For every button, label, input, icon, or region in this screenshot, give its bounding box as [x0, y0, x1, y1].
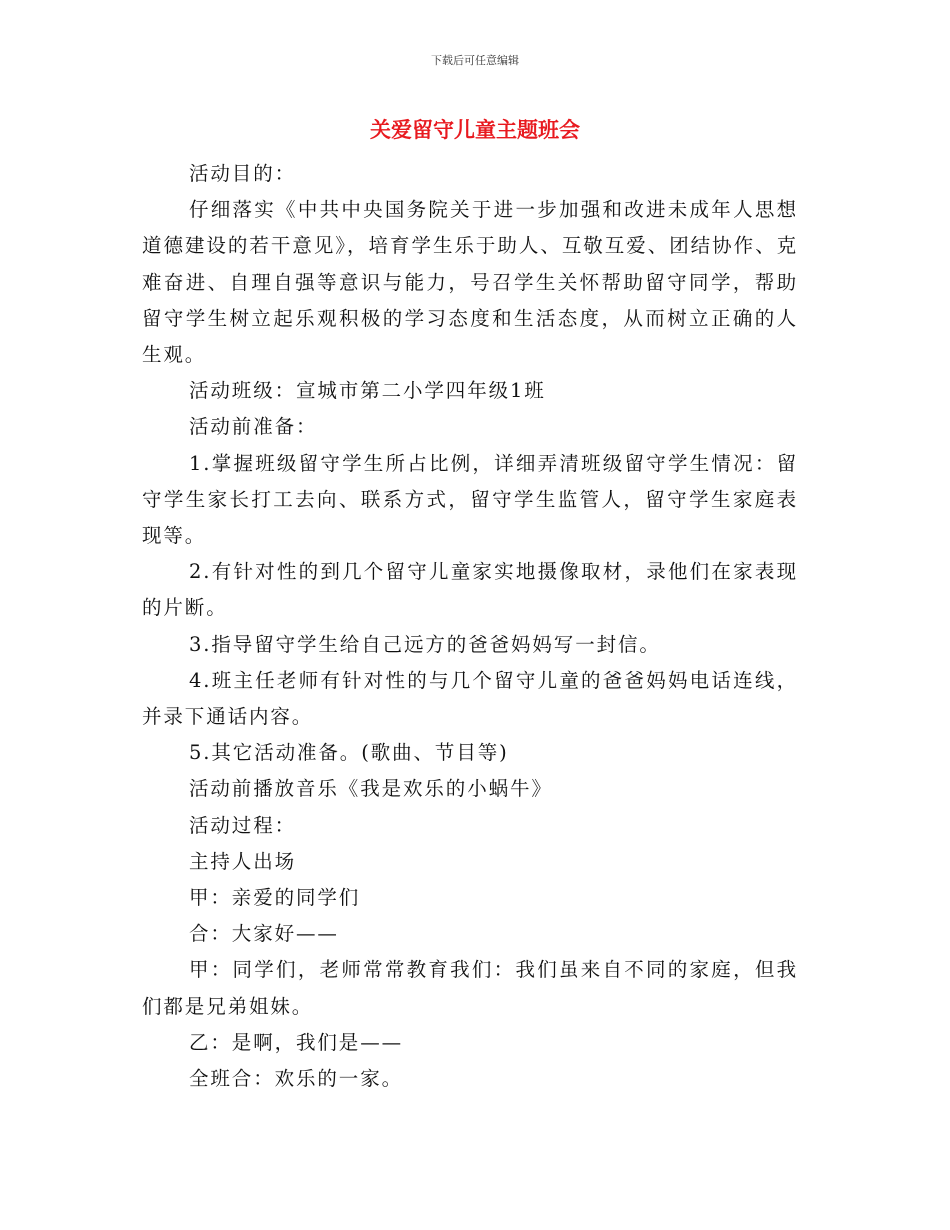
- paragraph-purpose-heading: 活动目的：: [189, 162, 297, 185]
- paragraph-preparation-heading: 活动前准备：: [189, 415, 318, 439]
- paragraph-dialogue-3: 甲：同学们，老师常常教育我们：我们虽来自不同的家庭，但我们都是兄弟姐妹。: [142, 958, 798, 1018]
- paragraph-host-enter: 主持人出场: [189, 849, 297, 873]
- paragraph-preparation-5: 5.其它活动准备。(歌曲、节目等): [189, 741, 509, 765]
- paragraph-dialogue-1: 甲：亲爱的同学们: [189, 886, 361, 910]
- document-body: [142, 156, 798, 1097]
- paragraph-preparation-3: 3.指导留守学生给自己远方的爸爸妈妈写一封信。: [189, 632, 661, 656]
- paragraph-dialogue-5: 全班合：欢乐的一家。: [189, 1067, 404, 1091]
- paragraph-preparation-4: 4.班主任老师有针对性的与几个留守儿童的爸爸妈妈电话连线，并录下通话内容。: [142, 668, 798, 729]
- paragraph-purpose-text: 仔细落实《中共中央国务院关于进一步加强和改进未成年人思想道德建设的若干意见》，培育学生乐于助人、互敬互爱、团结协作、克难奋进、自理自强等意识与能力，号召学生关怀帮助留守同学，帮助留守学生树立起乐观积极的学习态度和生活态度，从而树立正确的人生观。: [142, 198, 798, 367]
- paragraph-preparation-2: 2.有针对性的到几个留守儿童家实地摄像取材，录他们在家表现的片断。: [142, 560, 798, 620]
- paragraph-preparation-1: 1.掌握班级留守学生所占比例，详细弄清班级留守学生情况：留守学生家长打工去向、联系方式，留守学生监管人，留守学生家庭表现等。: [142, 451, 798, 548]
- paragraph-dialogue-4: 乙：是啊，我们是——: [189, 1030, 404, 1054]
- paragraph-music: 活动前播放音乐《我是欢乐的小蜗牛》: [189, 777, 553, 801]
- document-title: 关爱留守儿童主题班会: [370, 118, 580, 142]
- paragraph-class-info: 活动班级：宣城市第二小学四年级1班: [189, 379, 546, 403]
- page-header-note: 下载后可任意编辑: [431, 54, 519, 67]
- paragraph-dialogue-2: 合：大家好——: [189, 922, 339, 946]
- paragraph-process-heading: 活动过程：: [189, 813, 297, 837]
